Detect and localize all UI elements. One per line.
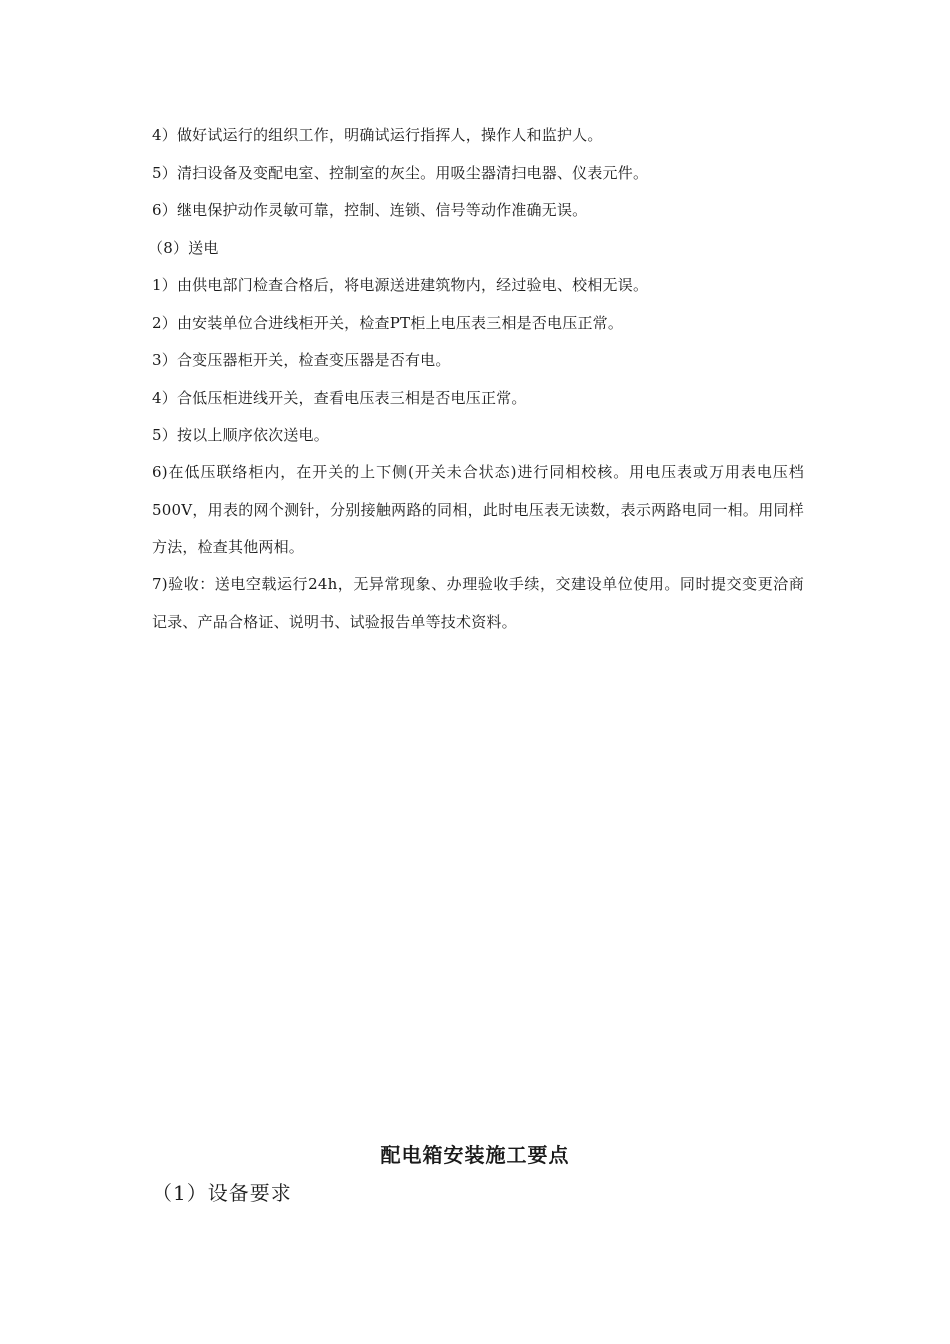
section-heading: （8）送电 [148,239,219,257]
text-line: 2）由安装单位合进线柜开关，检查PT柜上电压表三相是否电压正常。 [152,314,624,332]
text-line: 1）由供电部门检查合格后，将电源送进建筑物内，经过验电、校相无误。 [152,276,649,294]
section-title: 配电箱安装施工要点 [380,1143,570,1167]
text-line: 6）继电保护动作灵敏可靠，控制、连锁、信号等动作准确无误。 [152,201,588,219]
text-paragraph: 7)验收：送电空载运行24h，无异常现象、办理验收手续，交建设单位使用。同时提交变更洽商记录、产品合格证、说明书、试验报告单等技术资料。 [152,575,804,631]
text-line: 3）合变压器柜开关，检查变压器是否有电。 [152,351,451,369]
text-line: 5）按以上顺序依次送电。 [152,426,329,444]
text-line: 4）合低压柜进线开关，查看电压表三相是否电压正常。 [152,389,527,407]
section-subtitle: （1）设备要求 [152,1181,292,1205]
text-paragraph: 6)在低压联络柜内，在开关的上下侧(开关未合状态)进行同相校核。用电压表或万用表电压档500V，用表的网个测针，分别接触两路的同相，此时电压表无读数，表示两路电同一相。用同样方法，检查其他两相。 [152,463,804,556]
text-line: 4）做好试运行的组织工作，明确试运行指挥人，操作人和监护人。 [152,126,603,144]
text-line: 5）清扫设备及变配电室、控制室的灰尘。用吸尘器清扫电器、仪表元件。 [152,164,649,182]
